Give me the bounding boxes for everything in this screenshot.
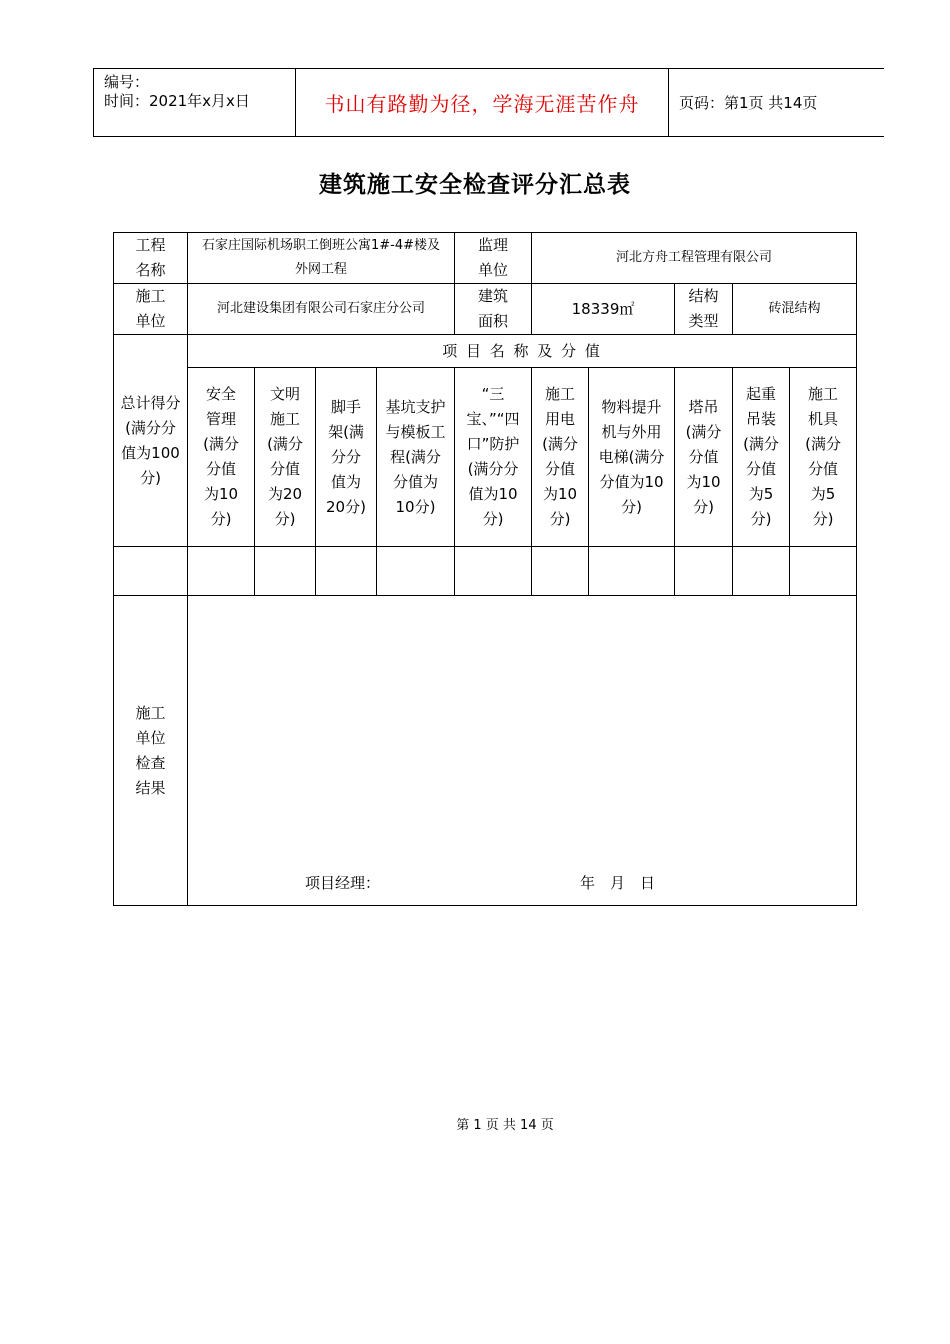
score-cell[interactable] — [532, 547, 589, 596]
summary-table — [113, 232, 857, 906]
score-cell[interactable] — [377, 547, 455, 596]
table-row — [114, 284, 857, 335]
item-cell: 安全管理(满分分值为10分) — [188, 368, 255, 547]
score-cell[interactable] — [675, 547, 733, 596]
score-cell[interactable] — [455, 547, 532, 596]
document-title: 建筑施工安全检查评分汇总表 — [319, 172, 631, 198]
project-name-label-cell: 工程名称 — [114, 233, 188, 284]
header-page-cell — [669, 69, 884, 136]
item-cell: “三宝、”“四口”防护(满分分值为10分) — [455, 368, 532, 547]
header-motto-cell — [296, 69, 669, 136]
score-cell[interactable] — [589, 547, 675, 596]
item-cell: 施工机具(满分分值为5分) — [790, 368, 857, 547]
item-cell: 脚手架(满分分值为20分) — [316, 368, 377, 547]
project-manager-label: 项目经理： — [305, 874, 381, 892]
item-cell: 塔吊(满分分值为10分) — [675, 368, 733, 547]
score-cell[interactable] — [188, 547, 255, 596]
item-cell: 施工用电(满分分值为10分) — [532, 368, 589, 547]
score-cell-total[interactable] — [114, 547, 188, 596]
table-row — [114, 233, 857, 284]
contractor-cell: 河北建设集团有限公司石家庄分公司 — [188, 284, 455, 335]
time-label: 时间：2021年x月x日 — [104, 92, 250, 110]
item-cell: 文明施工(满分分值为20分) — [255, 368, 316, 547]
score-cell[interactable] — [733, 547, 790, 596]
result-label-cell: 施工单位检查结果 — [114, 596, 188, 906]
contractor-label-cell: 施工单位 — [114, 284, 188, 335]
page-label: 页码：第1页 共14页 — [679, 94, 818, 112]
result-content-cell[interactable] — [188, 596, 857, 906]
supervisor-cell: 河北方舟工程管理有限公司 — [532, 233, 857, 284]
table-row — [114, 596, 857, 906]
motto-text: 书山有路勤为径，学海无涯苦作舟 — [324, 92, 640, 116]
item-cell: 起重吊装(满分分值为5分) — [733, 368, 790, 547]
page-footer: 第 1 页 共 14 页 — [456, 1118, 554, 1133]
item-cell: 基坑支护与模板工程(满分分值为10分) — [377, 368, 455, 547]
table-row — [114, 368, 857, 547]
item-cell: 物料提升机与外用电梯(满分分值为10分) — [589, 368, 675, 547]
structure-cell: 砖混结构 — [733, 284, 857, 335]
project-name-cell: 石家庄国际机场职工倒班公寓1#-4#楼及外网工程 — [188, 233, 455, 284]
items-header-cell: 项 目 名 称 及 分 值 — [188, 335, 857, 368]
table-row — [114, 335, 857, 368]
structure-label-cell: 结构类型 — [675, 284, 733, 335]
score-cell[interactable] — [790, 547, 857, 596]
total-label-cell: 总计得分(满分分值为100分) — [114, 335, 188, 547]
area-cell: 18339㎡ — [532, 284, 675, 335]
header-meta-cell — [94, 69, 296, 136]
area-label-cell: 建筑面积 — [455, 284, 532, 335]
supervisor-label-cell: 监理单位 — [455, 233, 532, 284]
score-cell[interactable] — [316, 547, 377, 596]
number-label: 编号： — [104, 73, 150, 91]
header-box — [93, 68, 884, 137]
score-row — [114, 547, 857, 596]
date-label: 年 月 日 — [580, 874, 656, 892]
score-cell[interactable] — [255, 547, 316, 596]
